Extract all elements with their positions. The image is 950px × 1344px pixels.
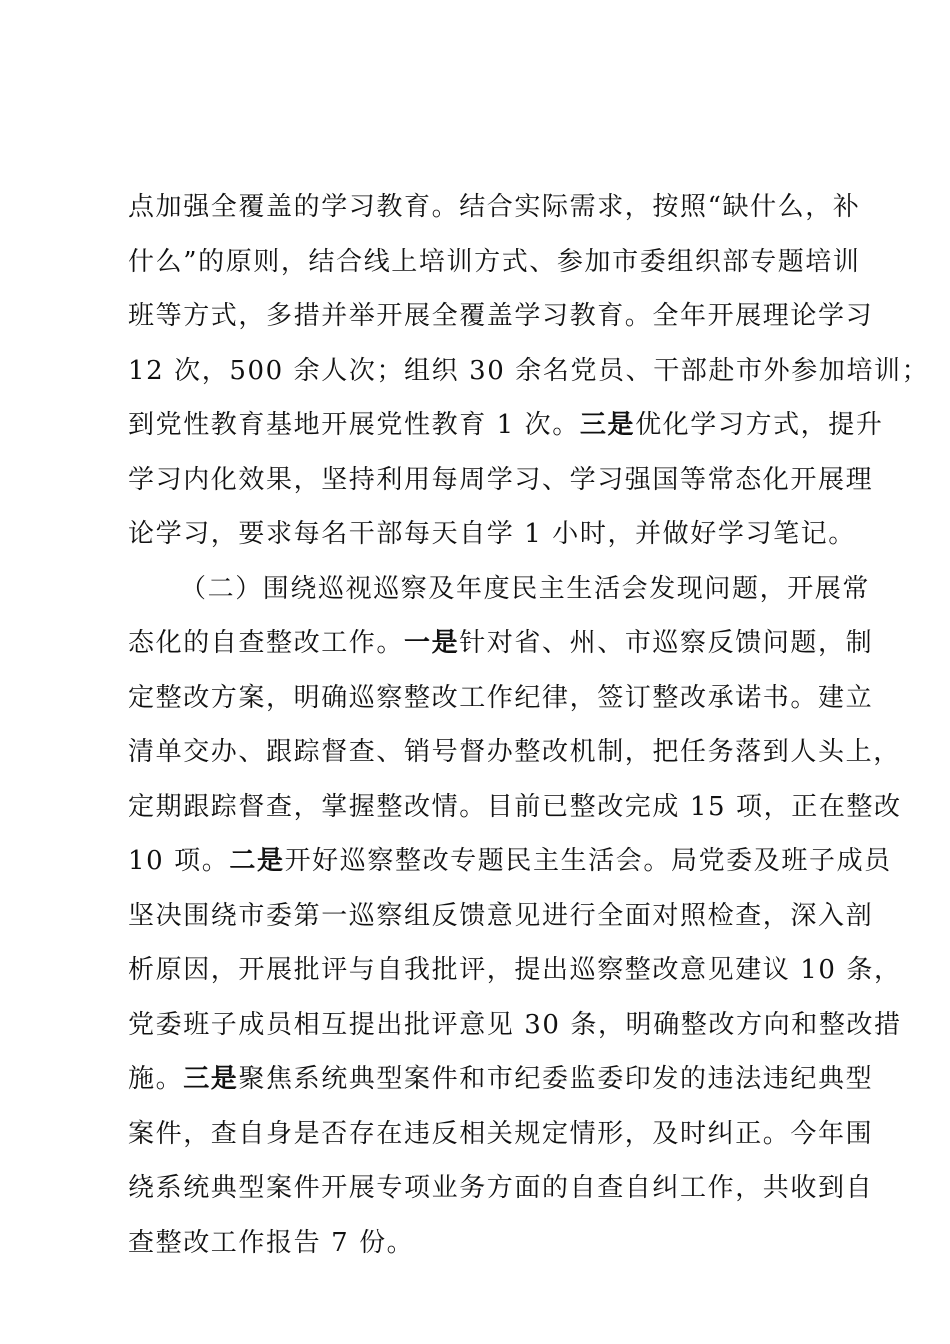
text-run: 查整改工作报告 7 份。	[128, 1227, 415, 1258]
text-run: 坚决围绕市委第一巡察组反馈意见进行全面对照检查，深入剖	[128, 900, 874, 931]
text-line	[128, 943, 902, 998]
text-line	[128, 398, 884, 453]
text-run: 定期跟踪督查，掌握整改情。目前已整改完成 15 项，正在整改	[128, 791, 902, 822]
text-line	[128, 834, 892, 889]
paragraph-learning-education	[128, 180, 930, 562]
text-line	[128, 289, 874, 344]
text-run: 优化学习方式，提升	[635, 410, 884, 440]
text-run: 态化的自查整改工作。	[128, 628, 405, 658]
text-line	[128, 235, 861, 290]
text-run: 定整改方案，明确巡察整改工作纪律，签订整改承诺书。建立	[128, 682, 874, 713]
text-run: 开好巡察整改专题民主生活会。局党委及班子成员	[284, 846, 892, 876]
text-run: 12 次，500 余人次；组织 30 余名党员、干部赴市外参加培训；	[128, 355, 930, 386]
paragraph-self-inspection	[128, 562, 902, 1271]
text-line	[128, 1161, 874, 1216]
text-run: 针对省、州、市巡察反馈问题，制	[459, 628, 874, 658]
bold-marker-third: 三是	[183, 1064, 239, 1094]
bold-marker-second: 二是	[229, 846, 285, 876]
section-heading: （二）围绕巡视巡察及年度民主生活会发现问题，开展常	[180, 573, 871, 604]
text-line	[128, 889, 874, 944]
text-line	[128, 998, 902, 1053]
text-run: 聚焦系统典型案件和市纪委监委印发的违法违纪典型	[238, 1064, 874, 1094]
text-line	[128, 616, 874, 671]
bold-marker-first: 一是	[404, 628, 460, 658]
section-heading-line	[128, 562, 871, 617]
text-line	[128, 780, 902, 835]
text-run: 绕系统典型案件开展专项业务方面的自查自纠工作，共收到自	[128, 1173, 874, 1203]
text-line	[128, 344, 930, 399]
text-run: 案件，查自身是否存在违反相关规定情形，及时纠正。今年围	[128, 1118, 874, 1149]
text-run: 点加强全覆盖的学习教育。结合实际需求，按照“缺什么，补	[128, 192, 861, 222]
text-run: 10 项。	[128, 846, 230, 876]
text-line	[128, 725, 901, 780]
text-run: 论学习，要求每名干部每天自学 1 小时，并做好学习笔记。	[128, 519, 856, 549]
text-run: 到党性教育基地开展党性教育 1 次。	[128, 410, 580, 440]
bold-marker-third: 三是	[579, 410, 636, 440]
text-line	[128, 180, 861, 235]
text-line	[128, 671, 874, 726]
text-run: 析原因，开展批评与自我批评，提出巡察整改意见建议 10 条，	[128, 955, 902, 985]
text-line	[128, 1052, 874, 1107]
text-run: 党委班子成员相互提出批评意见 30 条，明确整改方向和整改措	[128, 1009, 902, 1040]
text-run: 什么”的原则，结合线上培训方式、参加市委组织部专题培训	[128, 246, 861, 277]
text-run: 班等方式，多措并举开展全覆盖学习教育。全年开展理论学习	[128, 301, 874, 331]
text-line	[128, 453, 874, 508]
text-line	[128, 507, 856, 562]
text-line	[128, 1216, 828, 1271]
text-run: 施。	[128, 1064, 184, 1094]
text-run: 清单交办、跟踪督查、销号督办整改机制，把任务落到人头上，	[128, 737, 901, 767]
text-run: 学习内化效果，坚持利用每周学习、学习强国等常态化开展理	[128, 464, 874, 495]
document-body	[128, 180, 930, 1270]
text-line	[128, 1107, 874, 1162]
